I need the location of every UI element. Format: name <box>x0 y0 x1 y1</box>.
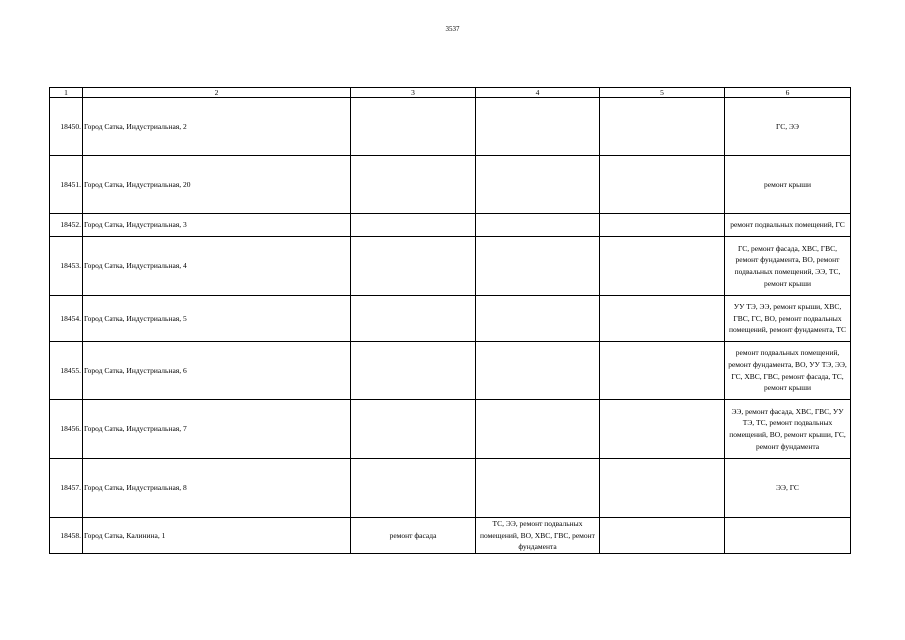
column-3-cell <box>351 156 476 214</box>
column-3-cell <box>351 342 476 400</box>
page-number: 3537 <box>445 25 460 33</box>
work-types-cell: УУ ТЭ, ЭЭ, ремонт крыши, ХВС, ГВС, ГС, ВО, ремонт подвальных помещений, ремонт фундамента, ТС <box>725 296 851 342</box>
column-5-cell <box>600 237 725 296</box>
table-row <box>50 459 851 518</box>
work-types-cell: ремонт подвальных помещений, ремонт фундамента, ВО, УУ ТЭ, ЭЭ, ГС, ХВС, ГВС, ремонт фасада, ТС, ремонт крыши <box>725 342 851 400</box>
table-row <box>50 400 851 459</box>
column-5-cell <box>600 296 725 342</box>
row-number-cell: 18451. <box>50 156 83 214</box>
row-number-cell: 18450. <box>50 98 83 156</box>
row-number-cell: 18452. <box>50 214 83 237</box>
column-3-cell: ремонт фасада <box>351 518 476 554</box>
column-5-cell <box>600 98 725 156</box>
row-number-cell: 18458. <box>50 518 83 554</box>
column-5-cell <box>600 214 725 237</box>
column-number: 4 <box>476 88 600 98</box>
column-5-cell <box>600 518 725 554</box>
work-types-cell: ЭЭ, ремонт фасада, ХВС, ГВС, УУ ТЭ, ТС, ремонт подвальных помещений, ВО, ремонт крыши, ГС, ремонт фундамента <box>725 400 851 459</box>
row-number-cell: 18457. <box>50 459 83 518</box>
address-cell: Город Сатка, Индустриальная, 5 <box>83 296 351 342</box>
column-3-cell <box>351 296 476 342</box>
address-cell: Город Сатка, Индустриальная, 3 <box>83 214 351 237</box>
address-cell: Город Сатка, Индустриальная, 4 <box>83 237 351 296</box>
address-cell: Город Сатка, Индустриальная, 6 <box>83 342 351 400</box>
column-5-cell <box>600 459 725 518</box>
table-row <box>50 237 851 296</box>
column-number: 2 <box>83 88 351 98</box>
address-cell: Город Сатка, Индустриальная, 8 <box>83 459 351 518</box>
column-number: 6 <box>725 88 851 98</box>
address-cell: Город Сатка, Калинина, 1 <box>83 518 351 554</box>
column-number: 3 <box>351 88 476 98</box>
column-3-cell <box>351 98 476 156</box>
column-3-cell <box>351 400 476 459</box>
address-cell: Город Сатка, Индустриальная, 20 <box>83 156 351 214</box>
column-number-row <box>50 88 851 98</box>
column-4-cell <box>476 342 600 400</box>
work-types-cell: ГС, ЭЭ <box>725 98 851 156</box>
column-4-cell <box>476 156 600 214</box>
column-4-cell <box>476 98 600 156</box>
work-types-cell: ремонт подвальных помещений, ГС <box>725 214 851 237</box>
address-cell: Город Сатка, Индустриальная, 2 <box>83 98 351 156</box>
column-4-cell <box>476 214 600 237</box>
work-types-cell <box>725 518 851 554</box>
column-4-cell <box>476 296 600 342</box>
table-row <box>50 214 851 237</box>
column-4-cell <box>476 459 600 518</box>
work-types-cell: ГС, ремонт фасада, ХВС, ГВС, ремонт фундамента, ВО, ремонт подвальных помещений, ЭЭ, ТС, ремонт крыши <box>725 237 851 296</box>
table-row <box>50 296 851 342</box>
table-row <box>50 518 851 554</box>
column-5-cell <box>600 342 725 400</box>
work-types-cell: ЭЭ, ГС <box>725 459 851 518</box>
column-3-cell <box>351 214 476 237</box>
column-4-cell: ТС, ЭЭ, ремонт подвальных помещений, ВО, ХВС, ГВС, ремонт фундамента <box>476 518 600 554</box>
address-cell: Город Сатка, Индустриальная, 7 <box>83 400 351 459</box>
work-types-cell: ремонт крыши <box>725 156 851 214</box>
column-5-cell <box>600 156 725 214</box>
row-number-cell: 18456. <box>50 400 83 459</box>
column-5-cell <box>600 400 725 459</box>
repair-registry-table <box>49 87 851 554</box>
row-number-cell: 18453. <box>50 237 83 296</box>
column-4-cell <box>476 237 600 296</box>
column-3-cell <box>351 459 476 518</box>
row-number-cell: 18454. <box>50 296 83 342</box>
row-number-cell: 18455. <box>50 342 83 400</box>
column-4-cell <box>476 400 600 459</box>
table-row <box>50 342 851 400</box>
column-3-cell <box>351 237 476 296</box>
table-row <box>50 98 851 156</box>
column-number: 5 <box>600 88 725 98</box>
table-row <box>50 156 851 214</box>
column-number: 1 <box>50 88 83 98</box>
